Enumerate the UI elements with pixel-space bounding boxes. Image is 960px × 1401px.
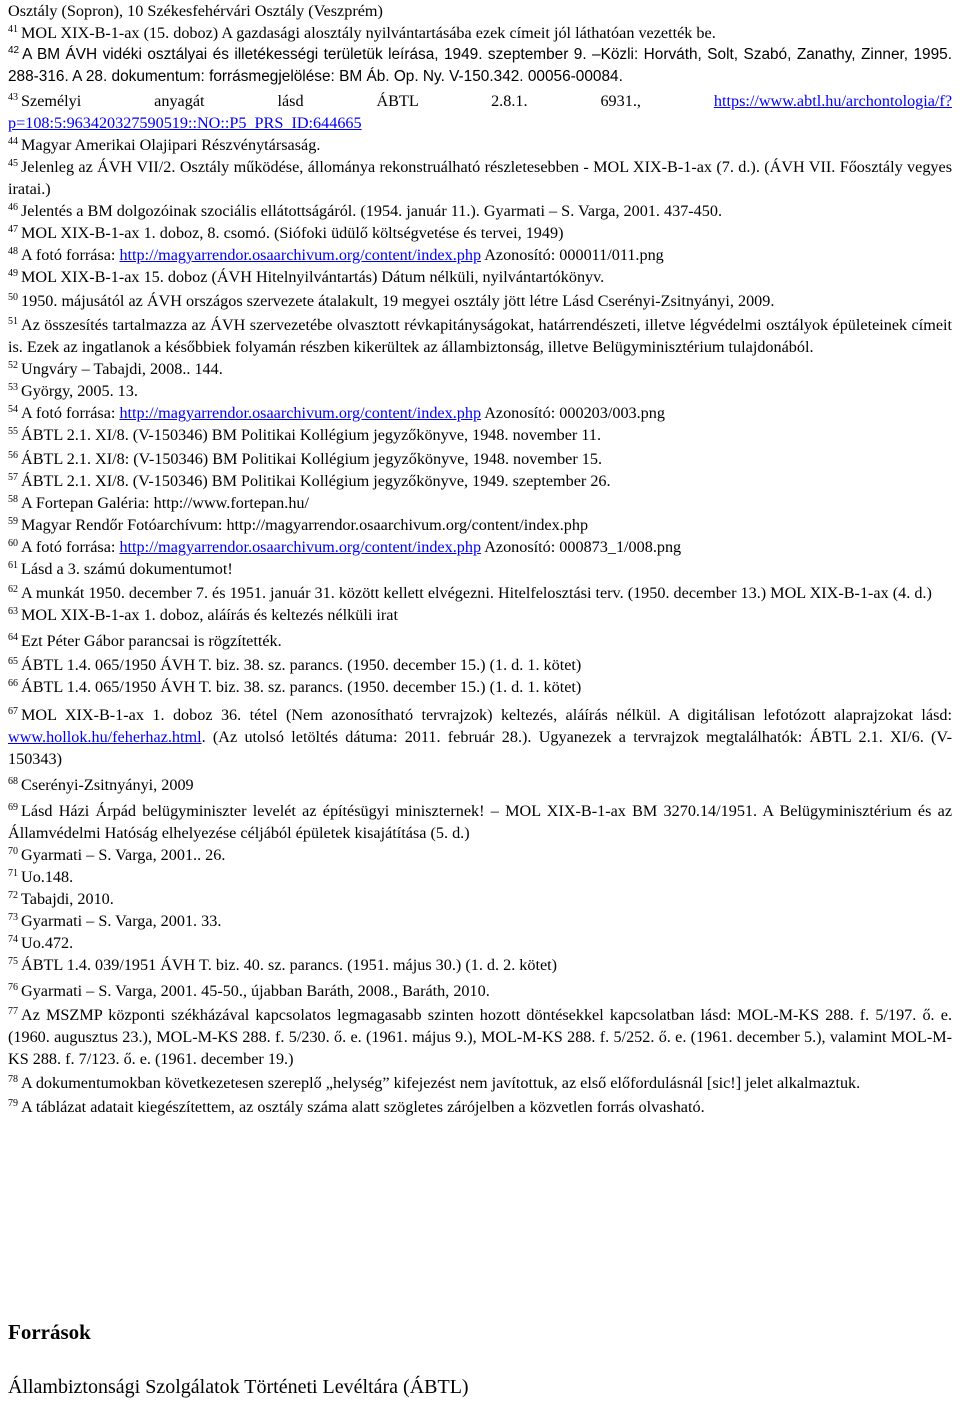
footnote-number: 69 (8, 802, 18, 813)
footnote-73: $^{73}$ Gyarmati – S. Varga, 2001. 33. (8, 912, 222, 930)
footnote-number: 46 (8, 202, 18, 213)
footnote-number: 66 (8, 678, 18, 689)
footnote-43: $^{43}$ Személyi anyagát lásd ÁBTL 2.8.1. 6931., https://www.abtl.hu/archontologia/f? p=108:5:963420327590519::NO::P5_PRS_ID:644665 (8, 92, 953, 132)
photo-source-link[interactable]: http://magyarrendor.osaarchivum.org/content/index.php (119, 404, 482, 422)
footnote-67: $^{67}$ MOL XIX-B-1-ax 1. doboz 36. tétel (Nem azonosítható tervrajzok) keltezés, aláírás nélkül. A digitálisan lefotózott alaprajzokat lásd: www.hollok.hu/feherhaz.html. (Az utolsó letöltés dátuma: 2011. február 28.). Ugyanezek a tervrajzok megtalálhatók: ÁBTL 2.1. XI/6. (V-150343) (8, 706, 952, 768)
footnote-number: 57 (8, 472, 18, 483)
sources-heading: Források (8, 1320, 91, 1344)
footnote-number: 75 (8, 956, 18, 967)
footnote-61: $^{61}$ Lásd a 3. számú dokumentumot! (8, 560, 233, 578)
footnote-number: 77 (8, 1006, 18, 1017)
footnote-58: $^{58}$ A Fortepan Galéria: http://www.fortepan.hu/ (8, 494, 310, 512)
footnote-continuation: Osztály (Sopron), 10 Székesfehérvári Osztály (Veszprém) (8, 2, 383, 20)
footnote-71: $^{71}$ Uo.148. (8, 868, 74, 886)
footnote-number: 79 (8, 1098, 18, 1109)
archontologia-link[interactable]: https://www.abtl.hu/archontologia/f? (713, 92, 953, 110)
footnote-57: $^{57}$ ÁBTL 2.1. XI/8. (V-150346) BM Politikai Kollégium jegyzőkönyve, 1949. szeptember 26. (8, 472, 611, 490)
footnote-52: $^{52}$ Ungváry – Tabajdi, 2008.. 144. (8, 360, 223, 378)
footnote-number: 71 (8, 868, 18, 879)
footnote-51: $^{51}$ Az összesítés tartalmazza az ÁVH szervezetébe olvasztott révkapitányságokat, határrendészeti, illetve légvédelmi osztályok épületeinek címeit is. Ezek az ingatlanok a későbbiek folyamán részben kikerültek az állambiztonság, illetve Belügyminisztérium tulajdonából. (8, 316, 952, 356)
footnote-75: $^{75}$ ÁBTL 1.4. 039/1951 ÁVH T. biz. 40. sz. parancs. (1951. május 30.) (1. d. 2. kötet) (8, 956, 558, 974)
footnote-number: 62 (8, 584, 18, 595)
footnote-number: 67 (8, 706, 18, 717)
footnote-number: 65 (8, 656, 18, 667)
photo-source-link[interactable]: http://magyarrendor.osaarchivum.org/content/index.php (119, 538, 482, 556)
footnote-number: 59 (8, 516, 18, 527)
footnotes-list (8, 0, 952, 1118)
footnote-number: 73 (8, 912, 18, 923)
footnote-69: $^{69}$ Lásd Házi Árpád belügyminiszter levelét az építésügyi miniszternek! – MOL XIX-B-1-ax BM 3270.14/1951. A Belügyminisztérium és az Államvédelmi Hatóság elhelyezése céljából épületek kisajátítása (5. d.) (8, 802, 952, 842)
hollok-link[interactable]: www.hollok.hu/feherhaz.html (8, 728, 202, 746)
footnote-59: $^{59}$ Magyar Rendőr Fotóarchívum: http://magyarrendor.osaarchivum.org/content/index.php (8, 516, 589, 534)
footnote-53: $^{53}$ György, 2005. 13. (8, 382, 138, 400)
footnote-number: 76 (8, 982, 18, 993)
footnote-60: $^{60}$ A fotó forrása: http://magyarrendor.osaarchivum.org/content/index.php Azonosító: 000873_1/008.png (8, 538, 682, 556)
footnote-number: 74 (8, 934, 18, 945)
footnote-56: $^{56}$ ÁBTL 2.1. XI/8: (V-150346) BM Politikai Kollégium jegyzőkönyve, 1948. november 15. (8, 450, 603, 468)
footnote-68: $^{68}$ Cserényi-Zsitnyányi, 2009 (8, 776, 194, 794)
footnote-number: 78 (8, 1074, 18, 1085)
footnote-number: 64 (8, 632, 18, 643)
footnote-number: 56 (8, 450, 18, 461)
footnote-77: $^{77}$ Az MSZMP központi székházával kapcsolatos legmagasabb szinten hozott döntésekkel kapcsolatban lásd: MOL-M-KS 288. f. 5/197. ő. e. (1960. augusztus 23.), MOL-M-KS 288. f. 5/230. ő. e. (1961. május 9.), MOL-M-KS 288. f. 5/252. ő. e. (1961. december 5.), valamint MOL-M-KS 288. f. 7/123. ő. e. (1961. december 19.) (8, 1006, 952, 1068)
footnote-42: $^{42}$ A BM ÁVH vidéki osztályai és illetékességi területük leírása, 1949. szeptember 9. –Közli: Horváth, Solt, Szabó, Zanathy, Zinner, 1995. 288-316. A 28. dokumentum: forrásmegjelölése: BM Áb. Op. Ny. V-150.342. 00056-00084. (8, 45, 952, 85)
footnote-76: $^{76}$ Gyarmati – S. Varga, 2001. 45-50., újabban Baráth, 2008., Baráth, 2010. (8, 982, 490, 1000)
footnote-number: 45 (8, 158, 18, 169)
footnote-48: $^{48}$ A fotó forrása: http://magyarrendor.osaarchivum.org/content/index.php Azonosító: 000011/011.png (8, 246, 664, 264)
footnote-74: $^{74}$ Uo.472. (8, 934, 74, 952)
footnote-41: $^{41}$ MOL XIX-B-1-ax (15. doboz) A gazdasági alosztály nyilvántartásába ezek címeit jól láthatóan vezették be. (8, 24, 716, 42)
footnote-number: 41 (8, 24, 18, 35)
footnote-45: $^{45}$ Jelenleg az ÁVH VII/2. Osztály működése, állománya rekonstruálható részletesebben - MOL XIX-B-1-ax (7. d.). (ÁVH VII. Főosztály vegyes iratai.) (8, 158, 952, 198)
footnote-79: $^{79}$ A táblázat adatait kiegészítettem, az osztály száma alatt szögletes zárójelben a közvetlen forrás olvasható. (8, 1098, 705, 1116)
footnote-number: 70 (8, 846, 18, 857)
footnote-number: 60 (8, 538, 18, 549)
footnote-number: 53 (8, 382, 18, 393)
footnote-number: 72 (8, 890, 18, 901)
footnote-70: $^{70}$ Gyarmati – S. Varga, 2001.. 26. (8, 846, 226, 864)
footnote-66: $^{66}$ ÁBTL 1.4. 065/1950 ÁVH T. biz. 38. sz. parancs. (1950. december 15.) (1. d. 1. kötet) (8, 678, 582, 696)
footnote-65: $^{65}$ ÁBTL 1.4. 065/1950 ÁVH T. biz. 38. sz. parancs. (1950. december 15.) (1. d. 1. kötet) (8, 656, 582, 674)
footnote-49: $^{49}$ MOL XIX-B-1-ax 15. doboz (ÁVH Hitelnyilvántartás) Dátum nélküli, nyilvántartókönyv. (8, 268, 605, 286)
footnote-44: $^{44}$ Magyar Amerikai Olajipari Részvénytársaság. (8, 136, 321, 154)
footnote-47: $^{47}$ MOL XIX-B-1-ax 1. doboz, 8. csomó. (Siófoki üdülő költségvetése és tervei, 1949) (8, 224, 564, 242)
footnote-number: 68 (8, 776, 18, 787)
footnote-number: 43 (8, 92, 18, 103)
archontologia-link-continuation[interactable]: p=108:5:963420327590519::NO::P5_PRS_ID:644665 (8, 114, 362, 132)
footnote-number: 49 (8, 268, 18, 279)
footnote-number: 61 (8, 560, 18, 571)
footnote-number: 54 (8, 404, 18, 415)
sources-first-entry: Állambiztonsági Szolgálatok Történeti Levéltára (ÁBTL) (8, 1376, 469, 1398)
footnote-62: $^{62}$ A munkát 1950. december 7. és 1951. január 31. között kellett elvégezni. Hitelfelosztási terv. (1950. december 13.) MOL XIX-B-1-ax (4. d.) (8, 584, 932, 602)
footnote-number: 63 (8, 606, 18, 617)
footnote-78: $^{78}$ A dokumentumokban következetesen szereplő „helység” kifejezést nem javítottuk, az első előfordulásnál [sic!] jelet alkalmaztuk. (8, 1074, 861, 1092)
footnote-number: 50 (8, 292, 18, 303)
footnote-46: $^{46}$ Jelentés a BM dolgozóinak szociális ellátottságáról. (1954. január 11.). Gyarmati – S. Varga, 2001. 437-450. (8, 202, 723, 220)
footnote-number: 42 (8, 45, 20, 56)
footnote-number: 44 (8, 136, 18, 147)
footnote-54: $^{54}$ A fotó forrása: http://magyarrendor.osaarchivum.org/content/index.php Azonosító: 000203/003.png (8, 404, 665, 422)
footnote-number: 48 (8, 246, 18, 257)
footnote-55: $^{55}$ ÁBTL 2.1. XI/8. (V-150346) BM Politikai Kollégium jegyzőkönyve, 1948. november 11. (8, 426, 601, 444)
footnote-64: $^{64}$ Ezt Péter Gábor parancsai is rögzítették. (8, 632, 282, 650)
photo-source-link[interactable]: http://magyarrendor.osaarchivum.org/content/index.php (119, 246, 482, 264)
footnote-63: $^{63}$ MOL XIX-B-1-ax 1. doboz, aláírás és keltezés nélküli irat (8, 606, 398, 624)
footnote-50: $^{50}$ 1950. májusától az ÁVH országos szervezete átalakult, 19 megyei osztály jött létre Lásd Cserényi-Zsitnyányi, 2009. (8, 292, 775, 310)
footnote-number: 58 (8, 494, 18, 505)
footnote-number: 51 (8, 316, 18, 327)
footnote-72: $^{72}$ Tabajdi, 2010. (8, 890, 114, 908)
footnote-number: 55 (8, 426, 18, 437)
footnote-number: 52 (8, 360, 18, 371)
footnote-number: 47 (8, 224, 18, 235)
